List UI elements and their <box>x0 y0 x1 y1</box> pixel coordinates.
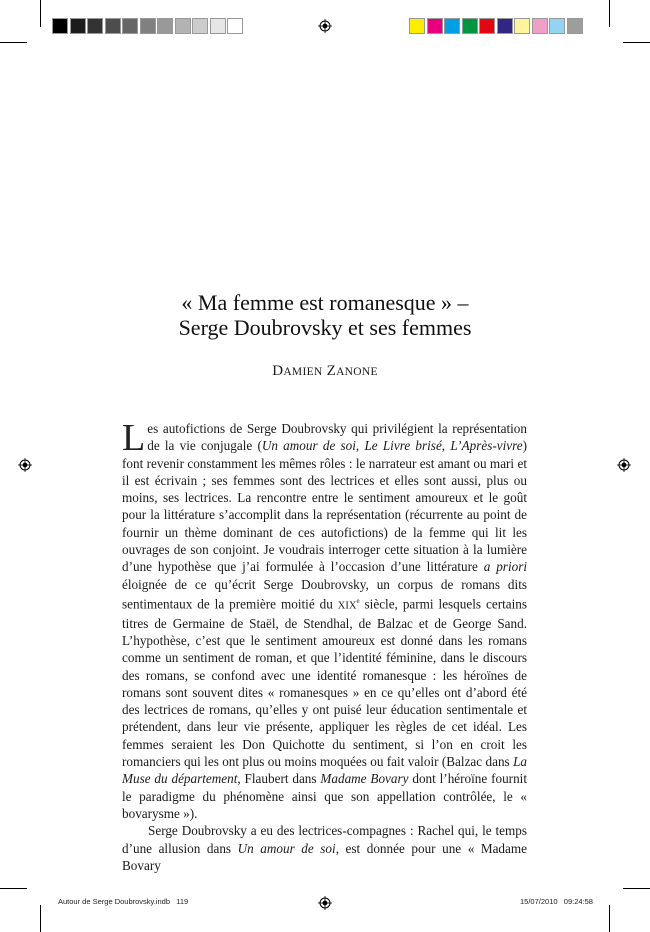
drop-cap: L <box>122 417 146 459</box>
gray-color-bar <box>52 18 245 34</box>
color-swatch <box>105 18 121 34</box>
color-swatch <box>122 18 138 34</box>
crop-mark <box>623 42 650 43</box>
paragraph-1: Les autofictions de Serge Doubrovsky qui privilégient la représentation de la vie conjugale (Un amour de soi, Le Livre brisé, L’Après-vivre) font revenir constamment les mêmes rôles : le narrateur est amant ou mari et il est écrivain ; ses femmes sont des lectrices et elles sont aussi, plus ou moins, ses lectrices. La rencontre entre le sentiment amoureux et le goût pour la littérature s’accomplit dans la représentation (récurrente au point de fournir un thème dominant de ces autofictions) de la femme qui lit les ouvrages de son conjoint. Je voudrais interroger cette situation à la lumière d’une hypothèse que j’ai formulée à l’occasion d’une littérature a priori éloignée de ce qu’écrit Serge Doubrovsky, un corpus de romans dits sentimentaux de la première moitié du XIXe siècle, parmi lesquels certains titres de Germaine de Staël, de Stendhal, de Balzac et de George Sand. L’hypothèse, c’est que le sentiment amoureux est donné dans les romans comme un sentiment de roman, et que l’identité féminine, dans le discours des romans, se confond avec une identité romanesque : les héroïnes de romans sont souvent dites « romanesques » en ce qu’elles ont d’abord été des lectrices de romans, qu’elles y ont puisé leur éducation sentimentale et prétendent, dans leur vie présente, appliquer les règles de cet idéal. Les femmes seraient les Don Quichotte du sentiment, si l’on en croit les romanciers qui les ont plus ou moins moquées ou fait valoir (Balzac dans La Muse du département, Flaubert dans Madame Bovary dont l’héroïne fournit le paradigme du phénomène ainsi que son appellation contrôlée, le « bovarysme »). <box>122 417 527 821</box>
color-swatch <box>87 18 103 34</box>
author-first-rest: AMIEN <box>283 366 323 378</box>
process-color-bar <box>409 18 584 34</box>
color-swatch <box>140 18 156 34</box>
footer-timestamp: 15/07/2010 09:24:58 <box>520 897 593 906</box>
color-swatch <box>70 18 86 34</box>
color-swatch <box>157 18 173 34</box>
crop-mark <box>40 0 41 27</box>
color-swatch <box>532 18 548 34</box>
crop-mark <box>40 905 41 932</box>
article-body <box>122 417 527 874</box>
color-swatch <box>479 18 495 34</box>
color-swatch <box>567 18 583 34</box>
article-title <box>0 290 650 340</box>
paragraph-2: Serge Doubrovsky a eu des lectrices-compagnes : Rachel qui, le temps d’une allusion dans Un amour de soi, est donnée pour une « Madame Bovary <box>122 823 527 873</box>
crop-mark <box>609 905 610 932</box>
registration-mark-icon <box>18 458 32 472</box>
author-last-rest: ANONE <box>336 366 378 378</box>
crop-mark <box>0 888 27 889</box>
color-swatch <box>227 18 243 34</box>
color-swatch <box>175 18 191 34</box>
color-swatch <box>210 18 226 34</box>
color-swatch <box>444 18 460 34</box>
crop-mark <box>623 888 650 889</box>
color-swatch <box>427 18 443 34</box>
author-initial: D <box>272 363 284 379</box>
color-swatch <box>549 18 565 34</box>
registration-mark-icon <box>318 19 332 33</box>
color-swatch <box>52 18 68 34</box>
color-swatch <box>192 18 208 34</box>
crop-mark <box>609 0 610 27</box>
author-initial: Z <box>326 363 337 379</box>
title-line-1: « Ma femme est romanesque » – <box>181 290 469 315</box>
color-swatch <box>497 18 513 34</box>
color-swatch <box>462 18 478 34</box>
footer-file-slug: Autour de Serge Doubrovsky.indb 119 <box>58 897 189 906</box>
title-line-2: Serge Doubrovsky et ses femmes <box>178 315 472 340</box>
registration-mark-icon <box>617 458 631 472</box>
crop-mark <box>0 42 27 43</box>
color-swatch <box>409 18 425 34</box>
registration-mark-icon <box>318 896 332 910</box>
color-swatch <box>514 18 530 34</box>
author-name <box>0 363 650 380</box>
